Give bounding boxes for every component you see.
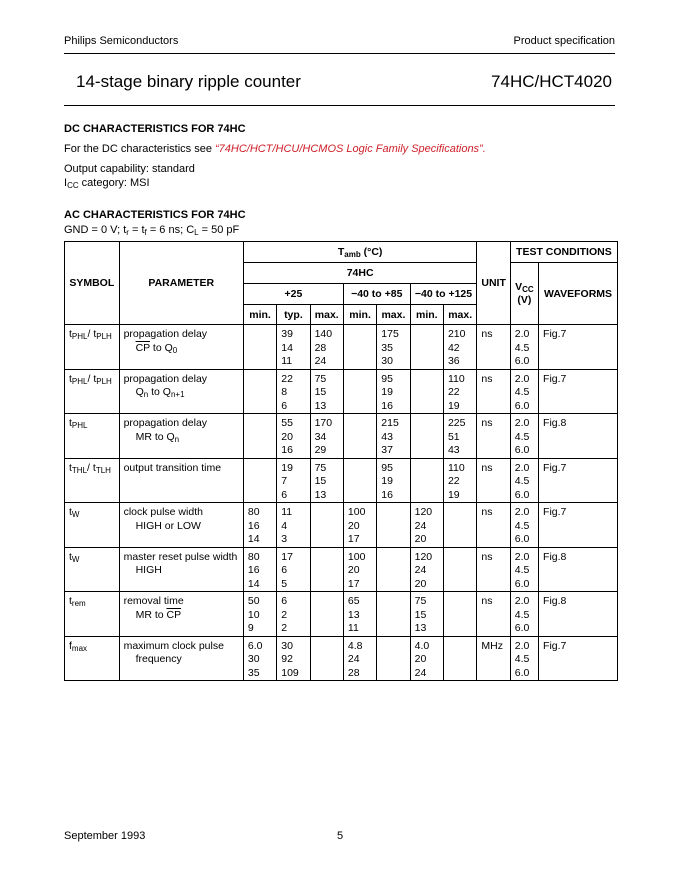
table-row	[65, 414, 618, 459]
cell-max85	[377, 636, 410, 681]
symbol-part: t	[69, 417, 72, 429]
ac-cond-5: L	[194, 228, 199, 237]
cell-wave: Fig.7	[539, 503, 618, 548]
ac-cond-0: GND = 0 V; t	[64, 224, 127, 236]
cell-vcc: 2.0 4.5 6.0	[510, 592, 538, 637]
parameter-subline	[124, 342, 239, 358]
symbol-cell	[65, 503, 120, 548]
vcc-v: V	[515, 281, 523, 293]
table-row	[65, 547, 618, 592]
cell-unit: ns	[477, 547, 510, 592]
symbol-cell	[65, 547, 120, 592]
cell-max25: 75 15 13	[310, 369, 343, 414]
cell-vcc: 2.0 4.5 6.0	[510, 369, 538, 414]
tamb-rest: (°C)	[360, 245, 383, 258]
cell-max125	[443, 636, 476, 681]
cell-vcc: 2.0 4.5 6.0	[510, 325, 538, 370]
parameter-line: master reset pulse width	[123, 550, 238, 563]
ac-cond-4: = 6 ns; C	[146, 224, 195, 236]
cell-min125	[410, 369, 443, 414]
symbol-part: / t	[87, 461, 96, 474]
cell-max125	[443, 503, 476, 548]
symbol-cell	[65, 592, 120, 637]
parameter-subline	[124, 431, 239, 447]
symbol-part: W	[71, 510, 80, 519]
symbol-part: TLH	[95, 465, 111, 475]
cell-vcc: 2.0 4.5 6.0	[510, 547, 538, 592]
cell-min25	[243, 414, 276, 459]
parameter-cell	[119, 592, 243, 637]
dc-heading: DC CHARACTERISTICS FOR 74HC	[64, 123, 246, 135]
parameter-part: HIGH	[135, 564, 162, 576]
dc-intro-text: For the DC characteristics see	[64, 143, 215, 155]
header-company: Philips Semiconductors	[64, 35, 179, 47]
symbol-part: PLH	[96, 376, 112, 386]
cell-unit: ns	[477, 414, 510, 459]
cell-unit: ns	[477, 503, 510, 548]
ac-heading: AC CHARACTERISTICS FOR 74HC	[64, 209, 246, 221]
cell-wave: Fig.8	[539, 547, 618, 592]
parameter-cell	[119, 458, 243, 503]
document-title: 14-stage binary ripple counter	[76, 72, 301, 91]
icc-prefix: I	[64, 177, 68, 189]
cell-min85: 65 13 11	[343, 592, 376, 637]
table-row	[65, 458, 618, 503]
cell-typ25: 6 2 2	[277, 592, 310, 637]
cell-max85: 215 43 37	[377, 414, 410, 459]
parameter-line: clock pulse width	[123, 506, 203, 518]
cell-typ25: 22 8 6	[277, 369, 310, 414]
cell-typ25: 17 6 5	[277, 547, 310, 592]
tamb-t: T	[337, 245, 345, 258]
parameter-part: MR to Q	[135, 430, 175, 443]
symbol-part: PHL	[71, 332, 88, 341]
col-max: max.	[310, 305, 343, 325]
col-vcc	[510, 263, 538, 325]
cell-max85: 175 35 30	[377, 325, 410, 370]
icc-category	[64, 177, 150, 190]
cell-unit: ns	[477, 325, 510, 370]
cell-unit: ns	[477, 458, 510, 503]
cell-max125: 110 22 19	[443, 369, 476, 414]
title-rule	[64, 105, 615, 106]
icc-sub: CC	[67, 181, 79, 190]
col-85: −40 to +85	[343, 284, 410, 305]
cell-unit: MHz	[477, 636, 510, 681]
cell-max25	[310, 636, 343, 681]
page-number: 5	[337, 830, 344, 842]
symbol-part: PHL	[71, 376, 88, 386]
parameter-subline	[124, 564, 239, 580]
col-unit: UNIT	[477, 242, 510, 325]
parameter-part: Q	[135, 386, 144, 398]
symbol-part: f	[69, 639, 72, 652]
symbol-part: PLH	[96, 332, 112, 341]
col-tamb	[243, 242, 477, 263]
cell-min85: 4.8 24 28	[343, 636, 376, 681]
cell-max125	[443, 592, 476, 637]
symbol-part: THL	[71, 465, 88, 475]
cell-max85: 95 19 16	[377, 458, 410, 503]
ac-cond-1: r	[126, 228, 129, 237]
parameter-part: MR to	[135, 608, 167, 621]
parameter-subline	[124, 520, 239, 536]
symbol-cell	[65, 636, 120, 681]
parameter-line: propagation delay	[123, 328, 208, 340]
icc-rest: category: MSI	[78, 177, 150, 189]
ac-conditions	[64, 224, 239, 237]
cell-unit: ns	[477, 592, 510, 637]
parameter-part: frequency	[135, 653, 182, 665]
col-typ: typ.	[277, 305, 310, 325]
cell-min25	[243, 369, 276, 414]
ac-characteristics-table	[64, 241, 618, 681]
col-74hc: 74HC	[243, 263, 477, 284]
symbol-part: t	[69, 595, 72, 607]
ac-cond-2: = t	[128, 224, 145, 236]
cell-wave: Fig.8	[539, 414, 618, 459]
symbol-part: max	[71, 643, 88, 653]
footer-date: September 1993	[64, 830, 146, 842]
parameter-subline	[124, 653, 239, 669]
cell-max125	[443, 547, 476, 592]
cell-typ25: 55 20 16	[277, 414, 310, 459]
cell-min125: 4.0 20 24	[410, 636, 443, 681]
col-parameter: PARAMETER	[119, 242, 243, 325]
cell-max25: 170 34 29	[310, 414, 343, 459]
cell-min125	[410, 325, 443, 370]
cell-wave: Fig.7	[539, 636, 618, 681]
cell-min85: 100 20 17	[343, 503, 376, 548]
parameter-part: to Q	[148, 386, 171, 398]
symbol-part: t	[69, 372, 72, 385]
cell-max25	[310, 547, 343, 592]
cell-min125: 75 15 13	[410, 592, 443, 637]
col-symbol: SYMBOL	[65, 242, 120, 325]
ac-cond-3: f	[144, 228, 147, 237]
table-row	[65, 503, 618, 548]
cell-min85: 100 20 17	[343, 547, 376, 592]
col-waveforms: WAVEFORMS	[539, 263, 618, 325]
symbol-part: t	[69, 328, 72, 340]
cell-vcc: 2.0 4.5 6.0	[510, 458, 538, 503]
parameter-cell	[119, 547, 243, 592]
dc-intro	[64, 143, 486, 155]
parameter-cell	[119, 369, 243, 414]
cell-max125: 210 42 36	[443, 325, 476, 370]
symbol-cell	[65, 458, 120, 503]
symbol-part: PHL	[71, 421, 88, 430]
cell-min85	[343, 458, 376, 503]
col-125: −40 to +125	[410, 284, 477, 305]
symbol-cell	[65, 369, 120, 414]
parameter-part: n+1	[170, 390, 185, 399]
symbol-part: / t	[87, 372, 97, 385]
cell-unit: ns	[477, 369, 510, 414]
col-max: max.	[443, 305, 476, 325]
parameter-line: propagation delay	[123, 372, 208, 385]
dc-spec-link[interactable]: “74HC/HCT/HCU/HCMOS Logic Family Specifications”.	[215, 143, 486, 155]
cell-max125: 225 51 43	[443, 414, 476, 459]
cell-max85: 95 19 16	[377, 369, 410, 414]
col-min: min.	[410, 305, 443, 325]
symbol-part: W	[71, 554, 80, 564]
parameter-line: maximum clock pulse	[123, 639, 224, 652]
cell-min85	[343, 325, 376, 370]
cell-vcc: 2.0 4.5 6.0	[510, 414, 538, 459]
parameter-subline	[124, 609, 239, 625]
cell-min25	[243, 458, 276, 503]
table-row	[65, 592, 618, 637]
parameter-cell	[119, 636, 243, 681]
symbol-part: t	[69, 461, 72, 474]
cell-min125: 120 24 20	[410, 547, 443, 592]
parameter-part: to Q	[149, 341, 173, 354]
symbol-part: t	[69, 550, 72, 563]
cell-typ25: 19 7 6	[277, 458, 310, 503]
vcc-sub: CC	[522, 285, 534, 294]
symbol-part: t	[69, 506, 72, 518]
cell-max85	[377, 592, 410, 637]
symbol-cell	[65, 414, 120, 459]
cell-max25	[310, 503, 343, 548]
cell-max25: 75 15 13	[310, 458, 343, 503]
col-min: min.	[243, 305, 276, 325]
parameter-part: $\overline{CP}$	[135, 341, 150, 354]
part-number: 74HC/HCT4020	[491, 72, 612, 91]
cell-min25	[243, 325, 276, 370]
table-row	[65, 325, 618, 370]
parameter-part: n	[143, 390, 149, 399]
cell-vcc: 2.0 4.5 6.0	[510, 503, 538, 548]
cell-min125	[410, 414, 443, 459]
parameter-subline	[124, 386, 239, 402]
tamb-sub: amb	[344, 249, 361, 259]
cell-wave: Fig.7	[539, 369, 618, 414]
parameter-line: removal time	[123, 595, 184, 607]
cell-typ25: 39 14 11	[277, 325, 310, 370]
parameter-cell	[119, 325, 243, 370]
cell-wave: Fig.7	[539, 325, 618, 370]
col-25: +25	[243, 284, 343, 305]
cell-typ25: 30 92 109	[277, 636, 310, 681]
col-max: max.	[377, 305, 410, 325]
parameter-part: n	[174, 434, 180, 444]
vcc-unit: (V)	[517, 294, 532, 306]
parameter-cell	[119, 414, 243, 459]
parameter-part: HIGH or LOW	[135, 519, 201, 532]
parameter-line: output transition time	[123, 461, 222, 474]
cell-min25: 80 16 14	[243, 503, 276, 548]
ac-cond-6: = 50 pF	[198, 224, 240, 236]
cell-max25: 140 28 24	[310, 325, 343, 370]
symbol-part: rem	[71, 599, 86, 608]
cell-min85	[343, 414, 376, 459]
output-capability: Output capability: standard	[64, 163, 195, 175]
parameter-part: $\overline{CP}$	[166, 608, 182, 621]
header-doc-type: Product specification	[513, 35, 615, 47]
col-test-conditions: TEST CONDITIONS	[510, 242, 617, 263]
parameter-cell	[119, 503, 243, 548]
col-min: min.	[343, 305, 376, 325]
cell-min25: 6.0 30 35	[243, 636, 276, 681]
parameter-line: propagation delay	[123, 417, 208, 429]
symbol-part: / t	[87, 328, 97, 340]
parameter-part: 0	[172, 345, 178, 355]
cell-min125: 120 24 20	[410, 503, 443, 548]
cell-max85	[377, 547, 410, 592]
header-rule	[64, 53, 615, 54]
cell-max125: 110 22 19	[443, 458, 476, 503]
cell-min85	[343, 369, 376, 414]
cell-wave: Fig.7	[539, 458, 618, 503]
table-row	[65, 369, 618, 414]
cell-vcc: 2.0 4.5 6.0	[510, 636, 538, 681]
cell-max25	[310, 592, 343, 637]
table-row	[65, 636, 618, 681]
cell-min125	[410, 458, 443, 503]
cell-typ25: 11 4 3	[277, 503, 310, 548]
cell-min25: 50 10 9	[243, 592, 276, 637]
cell-wave: Fig.8	[539, 592, 618, 637]
symbol-cell	[65, 325, 120, 370]
cell-max85	[377, 503, 410, 548]
cell-min25: 80 16 14	[243, 547, 276, 592]
